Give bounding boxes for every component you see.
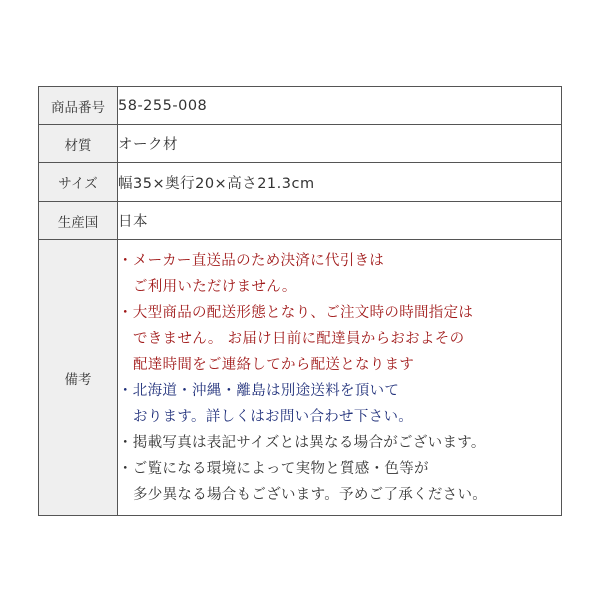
spec-label: サイズ <box>39 163 118 202</box>
product-spec-table <box>38 86 562 516</box>
spec-row-country <box>39 202 562 240</box>
spec-value: オーク材 <box>118 125 562 163</box>
spec-value: 幅35×奥行20×高さ21.3cm <box>118 163 562 202</box>
spec-label: 材質 <box>39 125 118 163</box>
spec-label: 生産国 <box>39 202 118 240</box>
spec-value: 日本 <box>118 202 562 240</box>
spec-label: 商品番号 <box>39 87 118 125</box>
notes-list <box>118 240 562 516</box>
note-line: ・メーカー直送品のため決済に代引きは <box>118 252 385 269</box>
note-line: ・大型商品の配送形態となり、ご注文時の時間指定は <box>118 304 474 321</box>
note-line: 多少異なる場合もございます。予めご了承ください。 <box>133 486 488 503</box>
spec-row-notes <box>39 240 562 516</box>
spec-value: 58-255-008 <box>118 87 562 125</box>
spec-row-size <box>39 163 562 202</box>
note-line: ・ご覧になる環境によって実物と質感・色等が <box>118 460 429 477</box>
note-line: ご利用いただけません。 <box>133 278 297 295</box>
note-line: できません。 お届け日前に配達員からおおよその <box>133 330 465 347</box>
note-line: おります。詳しくはお問い合わせ下さい。 <box>133 408 414 425</box>
notes-label: 備考 <box>39 240 118 516</box>
spec-row-material <box>39 125 562 163</box>
note-line: ・掲載写真は表記サイズとは異なる場合がございます。 <box>118 434 486 451</box>
note-line: 配達時間をご連絡してから配送となります <box>133 356 415 373</box>
note-line: ・北海道・沖縄・離島は別途送料を頂いて <box>118 382 400 399</box>
spec-row-product-number <box>39 87 562 125</box>
